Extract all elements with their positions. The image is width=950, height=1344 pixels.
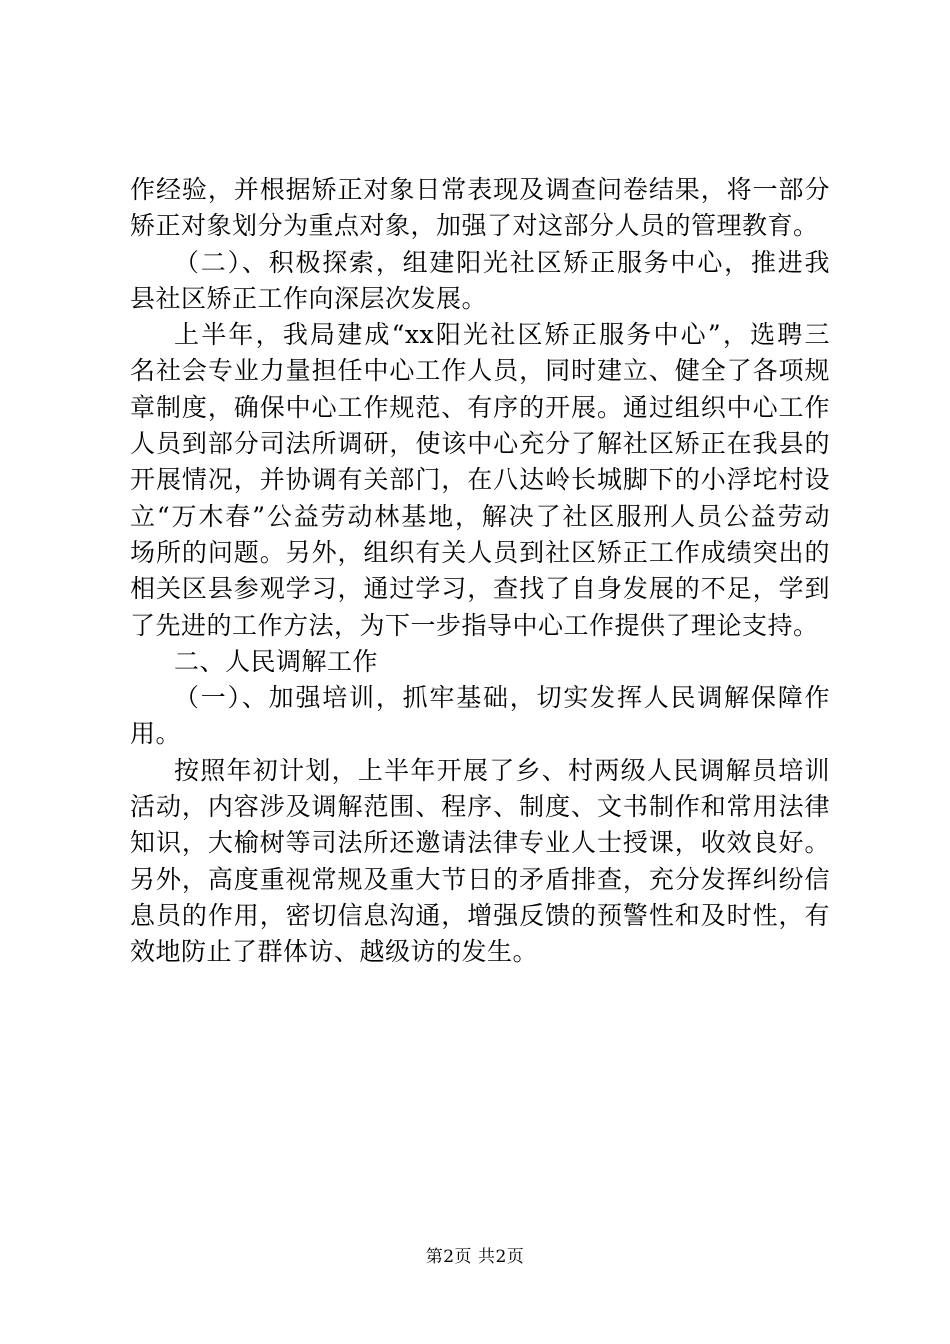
- text-line: 按照年初计划，上半年开展了乡、村两级人民调解员培训: [174, 755, 830, 785]
- text-line: 县社区矫正工作向深层次发展。: [130, 283, 488, 313]
- body-text: [130, 172, 830, 971]
- section-heading: 二、人民调解工作: [174, 646, 379, 676]
- text-line: 上半年，我局建成“xx阳光社区矫正服务中心”，选聘三: [174, 320, 830, 350]
- text-line: 名社会专业力量担任中心工作人员，同时建立、健全了各项规: [130, 356, 830, 386]
- text-line: 作经验，并根据矫正对象日常表现及调查问卷结果，将一部分: [130, 175, 830, 204]
- text-line: 另外，高度重视常规及重大节日的矛盾排查，充分发挥纠纷信: [130, 864, 830, 894]
- text-line: 息员的作用，密切信息沟通，增强反馈的预警性和及时性，有: [130, 900, 830, 930]
- text-line: 场所的问题。另外，组织有关人员到社区矫正工作成绩突出的: [130, 537, 830, 567]
- text-line: （二）、积极探索，组建阳光社区矫正服务中心，推进我: [174, 247, 830, 277]
- text-line: 用。: [130, 719, 182, 749]
- text-line: 立“万木春”公益劳动林基地，解决了社区服刑人员公益劳动: [130, 501, 830, 531]
- text-line: 相关区县参观学习，通过学习，查找了自身发展的不足，学到: [130, 574, 830, 604]
- text-line: 章制度，确保中心工作规范、有序的开展。通过组织中心工作: [130, 392, 830, 422]
- text-line: （一）、加强培训，抓牢基础，切实发挥人民调解保障作: [174, 683, 830, 713]
- page-footer: [0, 1245, 950, 1269]
- text-line: 活动，内容涉及调解范围、程序、制度、文书制作和常用法律: [130, 792, 830, 822]
- text-line: 知识，大榆树等司法所还邀请法律专业人士授课，收效良好。: [130, 828, 830, 858]
- text-line: 效地防止了群体访、越级访的发生。: [130, 937, 539, 967]
- text-line: 开展情况，并协调有关部门，在八达岭长城脚下的小浮坨村设: [130, 465, 830, 495]
- text-line: 人员到部分司法所调研，使该中心充分了解社区矫正在我县的: [130, 429, 830, 459]
- page-number: 第2页 共2页: [425, 1247, 525, 1267]
- text-line: 矫正对象划分为重点对象，加强了对这部分人员的管理教育。: [130, 211, 819, 241]
- text-line: 了先进的工作方法，为下一步指导中心工作提供了理论支持。: [130, 610, 819, 640]
